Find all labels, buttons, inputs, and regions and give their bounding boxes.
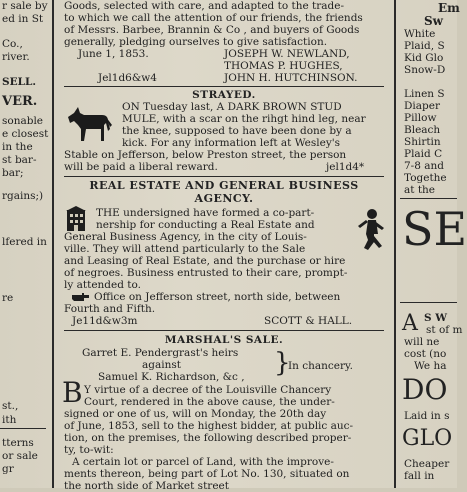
left-line: rgains;) [2, 190, 44, 202]
sale-line: the north side of Market street [64, 480, 229, 492]
strayed-code: jel1d4* [326, 161, 365, 173]
real-estate-line: ville. They will attend particularly to the Sale [64, 243, 306, 255]
right-line: Plaid, S [404, 40, 445, 52]
real-estate-line: THE undersigned have formed a co-part- [96, 207, 315, 219]
left-line: in the [2, 141, 33, 153]
signature: JOHN H. HUTCHINSON. [224, 72, 358, 84]
drop-cap: B [62, 376, 83, 409]
right-do: DO [402, 373, 448, 406]
right-line: Togethe [404, 172, 447, 184]
left-line: e closest [2, 128, 49, 140]
section-divider [64, 176, 384, 177]
left-line: r sale by [2, 0, 48, 12]
left-line: gr [2, 463, 14, 475]
left-line: tterns [2, 437, 34, 449]
strayed-line: MULE, with a scar on the rihgt hind leg, near [122, 113, 366, 125]
left-line: re [2, 292, 14, 304]
column-rule-left [52, 0, 54, 488]
right-glo: GLO [402, 426, 453, 451]
real-estate-line: General Business Agency, in the city of Louis- [64, 231, 307, 243]
right-line: Kid Glo [404, 52, 444, 64]
right-laid: Laid in s [404, 410, 450, 422]
right-divider [400, 302, 457, 303]
left-line: Co., [2, 38, 23, 50]
left-divider [0, 428, 46, 429]
signature: JOSEPH W. NEWLAND, [224, 48, 350, 60]
left-column [0, 0, 49, 488]
runner-icon [354, 208, 386, 252]
signature: THOMAS P. HUGHES, [224, 60, 343, 72]
sale-line: Y virtue of a decree of the Louisville Chancery [84, 384, 332, 396]
real-estate-line: and Leasing of Real Estate, and the purchase or hire [64, 255, 346, 267]
left-line: ed in St [2, 13, 44, 25]
right-line: Linen S [404, 88, 445, 100]
real-estate-signature: SCOTT & HALL. [264, 315, 353, 327]
right-sub: cost (no [404, 348, 447, 360]
real-estate-line: of negroes. Business entrusted to their care, prompt- [64, 267, 348, 279]
right-line: Em [438, 1, 460, 15]
real-estate-office: Office on Jefferson street, north side, between [94, 291, 341, 303]
right-column [400, 0, 467, 488]
left-line: st bar- [2, 154, 37, 166]
left-line: river. [2, 51, 30, 63]
left-line: sonable [2, 115, 44, 127]
right-line: Shirtin [404, 136, 441, 148]
left-line: lfered in [2, 236, 47, 248]
case-against: against [142, 359, 181, 371]
strayed-line: Stable on Jefferson, below Preston street, the person [64, 149, 347, 161]
strayed-line: the knee, supposed to have been done by a [122, 125, 352, 137]
sale-line: ments thereon, being part of Lot No. 130, situated on [64, 468, 350, 480]
right-sub: st of m [426, 324, 463, 336]
right-line: White [404, 28, 436, 40]
right-line: 7-8 and [404, 160, 444, 172]
right-big-heading: SE [402, 202, 467, 256]
right-cheaper: Cheaper [404, 458, 450, 470]
right-sub: will ne [404, 336, 440, 348]
strayed-line: kick. For any information left at Wesley's [122, 137, 341, 149]
case-party: Garret E. Pendergrast's heirs [82, 347, 239, 359]
notice-line: Goods, selected with care, and adapted to the trade- [64, 0, 345, 12]
strayed-heading: STRAYED. [192, 89, 256, 101]
case-party: Samuel K. Richardson, &c , [98, 371, 245, 383]
notice-line: generally, pledging ourselves to give satisfaction. [64, 36, 328, 48]
sale-line: Court, rendered in the above cause, the under- [84, 396, 335, 408]
left-line: SELL. [2, 76, 37, 88]
building-icon [64, 206, 88, 232]
right-line: Bleach [404, 124, 441, 136]
notice-line: to which we call the attention of our friends, the friends [64, 12, 363, 24]
left-line: VER. [2, 94, 38, 109]
left-line: or sale [2, 450, 38, 462]
notice-line: of Messrs. Barbee, Brannin & Co , and buyers of Goods [64, 24, 360, 36]
right-line: Pillow [404, 112, 437, 124]
pointing-hand-icon [72, 292, 90, 302]
right-line: Diaper [404, 100, 440, 112]
real-estate-code: Je11d&w3m [72, 315, 138, 327]
case-court: In chancery. [288, 360, 353, 372]
right-sub: S W [424, 312, 448, 324]
real-estate-heading: REAL ESTATE AND GENERAL BUSINESS [89, 179, 359, 192]
column-rule-right [394, 0, 396, 488]
right-cap: A [402, 311, 418, 336]
section-divider [64, 86, 384, 87]
right-line: Sw [424, 14, 443, 28]
right-divider [400, 198, 457, 199]
right-sub: We ha [414, 360, 447, 372]
sale-line: signed or one of us, will on Monday, the 20th day [64, 408, 327, 420]
brace-symbol: } [274, 348, 291, 378]
notice-date: June 1, 1853. [78, 48, 149, 60]
left-line: ith [2, 414, 17, 426]
sale-line: of June, 1853, sell to the highest bidder, at public auc- [64, 420, 354, 432]
sale-line: tion, on the premises, the following described proper- [64, 432, 352, 444]
real-estate-heading-2: AGENCY. [194, 192, 254, 205]
right-fall: fall in [404, 470, 435, 482]
marshals-sale-heading: MARSHAL'S SALE. [164, 334, 284, 346]
right-line: at the [404, 184, 436, 196]
right-line: Snow-D [404, 64, 446, 76]
sale-line: ty, to-wit: [64, 444, 114, 456]
real-estate-office-2: Fourth and Fifth. [64, 303, 156, 315]
right-line: Plaid C [404, 148, 443, 160]
section-divider [64, 330, 384, 331]
left-line: bar; [2, 167, 24, 179]
sale-line: A certain lot or parcel of Land, with the improve- [72, 456, 334, 468]
notice-code: Jel1d6&w4 [98, 72, 157, 84]
real-estate-line: ly attended to. [64, 279, 141, 291]
strayed-line: ON Tuesday last, A DARK BROWN STUD [122, 101, 342, 113]
middle-column [58, 0, 390, 492]
left-line: st., [2, 400, 19, 412]
real-estate-line: nership for conducting a Real Estate and [96, 219, 315, 231]
strayed-line: will be paid a liberal reward. [64, 161, 218, 173]
mule-icon [62, 103, 114, 145]
